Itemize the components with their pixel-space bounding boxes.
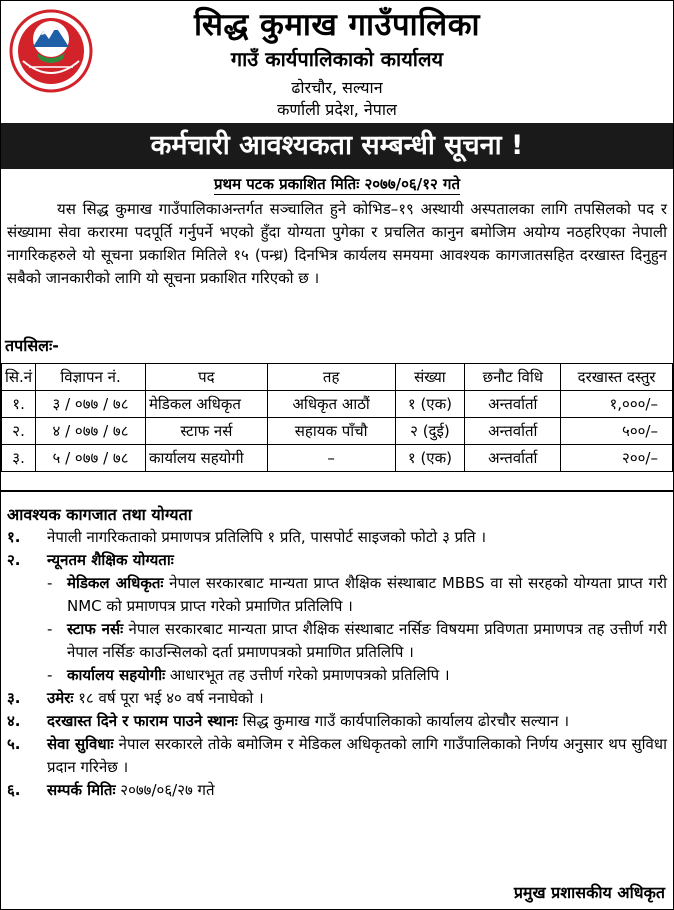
col-header-sn: सि.नं [2,364,36,391]
col-header-fee: दरखास्त दस्तुर [561,364,673,391]
cell-sn: ३. [2,445,36,472]
cell-ad-no: ३ / ०७७ / ७८ [36,391,146,418]
notice-banner: कर्मचारी आवश्यकता सम्बन्धी सूचना ! [1,123,673,169]
item-body: १८ वर्ष पूरा भई ४० वर्ष ननाघेको । [73,689,264,707]
municipality-title: सिद्ध कुमाख गाउँपालिका [193,7,481,43]
sub-item [47,664,667,687]
cell-post: मेडिकल अधिकृत [145,391,267,418]
list-item [7,733,667,779]
list-item [7,779,667,802]
item-label: सेवा सुविधाः [47,735,114,753]
sub-item [47,572,667,618]
cell-method: अन्तर्वार्ता [465,445,561,472]
cell-fee: ५००/– [561,418,673,445]
dash-bullet: - [47,666,53,684]
list-item [7,526,667,549]
address-line-1: ढोरचौर, सल्यान [291,78,383,97]
office-subtitle: गाउँ कार्यपालिकाको कार्यालय [230,47,444,71]
item-text [47,779,667,802]
list-item [7,687,667,710]
cell-count: २ (दुई) [395,418,465,445]
item-body: नेपाल सरकारले तोके बमोजिम र मेडिकल अधिकृतको लागि गाउँपालिकाको निर्णय अनुसार थप सुविधा प्रदान गरिनेछ । [47,735,668,776]
table-row [2,418,673,445]
list-item [7,710,667,733]
item-label: दरखास्त दिने र फाराम पाउने स्थानः [47,712,238,730]
cell-level: – [267,445,395,472]
col-header-ad-no: विज्ञापन नं. [36,364,146,391]
item-number: ५. [7,735,21,753]
item-number: ६. [7,781,21,799]
item-body: २०७७/०६/२७ गते [115,781,215,799]
col-header-method: छनौट विधि [465,364,561,391]
list-item [7,549,667,572]
sub-item-body: नेपाल सरकारबाट मान्यता प्राप्त शैक्षिक संस्थाबाट MBBS वा सो सरहको योग्यता प्राप्त गरी NMC को प्रमाणपत्र प्राप्त गरेको प्रमाणित प्रतिलिपि । [67,574,667,615]
sub-item-text [67,664,667,687]
requirements-heading: आवश्यक कागजात तथा योग्यता [7,505,192,524]
cell-sn: १. [2,391,36,418]
vacancy-table [1,363,673,472]
cell-fee: २००/– [561,445,673,472]
sub-item-label: स्टाफ नर्सः [67,620,124,638]
sub-item [47,618,667,664]
item-label: सम्पर्क मितिः [47,781,116,799]
publication-date [1,174,673,194]
cell-method: अन्तर्वार्ता [465,418,561,445]
sub-item-text [67,572,667,618]
col-header-count: संख्या [395,364,465,391]
table-row [2,445,673,472]
sub-item-text [67,618,667,664]
cell-post: कार्यालय सहयोगी [145,445,267,472]
table-row [2,391,673,418]
section-divider [1,490,673,492]
col-header-level: तह [267,364,395,391]
dash-bullet: - [47,574,53,592]
item-text [47,733,667,779]
item-number: ३. [7,689,21,707]
cell-ad-no: ४ / ०७७ / ७८ [36,418,146,445]
signatory-title: प्रमुख प्रशासकीय अधिकृत [513,883,665,902]
col-header-post: पद [145,364,267,391]
cell-level: सहायक पाँचौ [267,418,395,445]
letterhead [1,1,673,119]
dash-bullet: - [47,620,53,638]
cell-post: स्टाफ नर्स [145,418,267,445]
publication-date-text: प्रथम पटक प्रकाशित मितिः २०७७/०६/१२ गते [213,175,461,193]
cell-ad-no: ५ / ०७७ / ७८ [36,445,146,472]
item-text: नेपाली नागरिकताको प्रमाणपत्र प्रतिलिपि १ प्रति, पासपोर्ट साइजको फोटो ३ प्रति । [47,528,487,546]
details-label: तपसिलः- [5,336,59,355]
cell-count: १ (एक) [395,391,465,418]
item-body: सिद्ध कुमाख गाउँ कार्यपालिकाको कार्यालय ढोरचौर सल्यान । [237,712,569,730]
item-label: उमेरः [47,689,74,707]
item-number: २. [7,551,21,569]
cell-sn: २. [2,418,36,445]
sub-item-label: कार्यालय सहयोगीः [67,666,166,684]
intro-paragraph: यस सिद्ध कुमाख गाउँपालिकाअन्तर्गत सञ्चालित हुने कोभिड–१९ अस्थायी अस्पतालका लागि तपसिलको पद र संख्यामा सेवा करारमा पदपूर्ति गर्नुपर्ने भएको हुँदा योग्यता पुगेका र प्रचलित कानुन बमोजिम अयोग्य नठहरिएका नेपाली नागरिकहरुले यो सूचना प्रकाशित मितिले १५ (पन्ध्र) दिनभित्र कार्यलय समयमा आवश्यक कागजातसहित दरखास्त दिनुहुन सबैको जानकारीको लागि यो सूचना प्रकाशित गरिएको छ । [7,200,667,287]
requirements-section [7,503,667,802]
cell-count: १ (एक) [395,445,465,472]
cell-method: अन्तर्वार्ता [465,391,561,418]
cell-level: अधिकृत आठौं [267,391,395,418]
item-number: ४. [7,712,21,730]
item-text [47,687,667,710]
address-line-2: कर्णाली प्रदेश, नेपाल [277,100,397,119]
sub-item-label: मेडिकल अधिकृतः [67,574,164,592]
item-text [47,710,667,733]
sub-item-body: आधारभूत तह उत्तीर्ण गरेको प्रमाणपत्रको प्रतिलिपि । [165,666,450,684]
item-label: न्यूनतम शैक्षिक योग्यताः [47,551,174,569]
cell-fee: १,०००/– [561,391,673,418]
sub-item-body: नेपाल सरकारबाट मान्यता प्राप्त शैक्षिक संस्थाबाट नर्सिङ विषयमा प्रविणता प्रमाणपत्र तह उत्तीर्ण गरी नेपाल नर्सिङ काउन्सिलको दर्ता प्रमाणपत्रको प्रमाणित प्रतिलिपि । [67,620,667,661]
table-header-row [2,364,673,391]
item-number: १. [7,528,21,546]
